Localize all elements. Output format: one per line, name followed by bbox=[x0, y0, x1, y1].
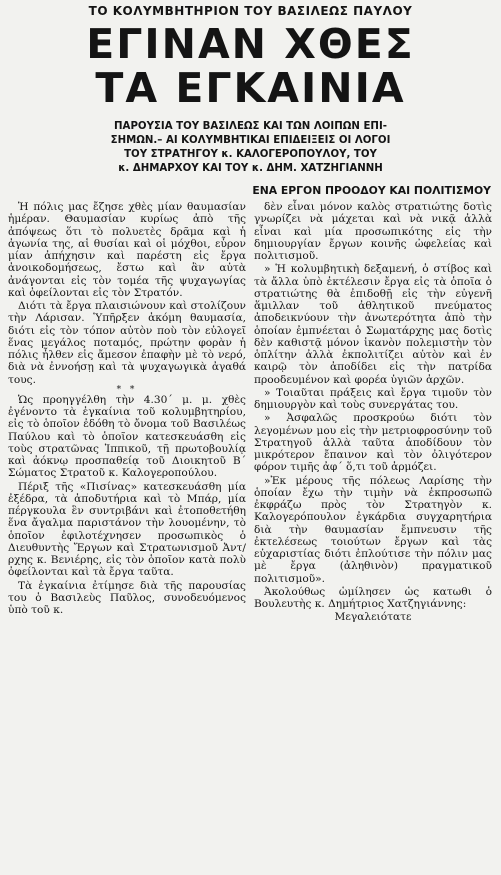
paragraph: Διότι τὰ ἔργα πλαισιώνουν καὶ στολίζουν τὴν Λάρισαν. Ὑπῆρξεν ἀκόμη θαυμασία, διότι εἰς τὸν τόπον αὐτὸν ποὺ τὸν εὐλογεῖ ἕνας μεγάλος ποταμός, πρώτην φορὰν ἡ πόλις ἦλθεν εἰς ἄμεσον ἐπαφὴν μὲ τὸ νερό, διὰ νὰ ἐννοήσῃ καὶ τὰ ψυχαγωγικὰ ἀγαθά τους. bbox=[8, 300, 246, 386]
subhead-line-3: ΤΟΥ ΣΤΡΑΤΗΓΟΥ κ. ΚΑΛΟΓΕΡΟΠΟΥΛΟΥ, ΤΟΥ bbox=[124, 149, 377, 160]
paragraph: Τὰ ἐγκαίνια ἐτίμησε διὰ τῆς παρουσίας του ὁ Βασιλεὺς Παῦλος, συνοδευόμενος ὑπὸ τοῦ κ. bbox=[8, 579, 246, 616]
separator-stars: * * bbox=[116, 384, 138, 395]
paragraph: » Ἀσφαλῶς προσκρούω διότι τὸν λεγομένων μου εἰς τὴν μετριοφροσύνην τοῦ Στρατηγοῦ ἀλλὰ ταῦτα ἀποδίδουν τὸν μικρότερον ἔπαινον καὶ τὸν ὀλιγότερον φόρον τιμῆς ἀφ΄ ὅ,τι τοῦ ἁρμόζει. bbox=[254, 412, 492, 474]
headline-line-2: ΤΑ ΕΓΚΑΙΝΙΑ bbox=[95, 64, 406, 112]
paragraph: » Τοιαῦται πράξεις καὶ ἔργα τιμοῦν τὸν δημιουργὸν καὶ τοὺς συνεργάτας του. bbox=[254, 386, 492, 411]
subhead-line-4: κ. ΔΗΜΑΡΧΟΥ ΚΑΙ ΤΟΥ κ. ΔΗΜ. ΧΑΤΖΗΓΙΑΝΝΗ bbox=[118, 163, 383, 174]
section-banner: ΕΝΑ ΕΡΓΟΝ ΠΡΟΟΔΟΥ ΚΑΙ ΠΟΛΙΤΙΣΜΟΥ bbox=[252, 184, 491, 197]
paragraph: Πέριξ τῆς «Πισίνας» κατεσκευάσθη μία ἐξέδρα, τὰ ἀποδυτήρια καὶ τὸ Μπάρ, μία πέργκουλα ἓν συντριβάνι καὶ ἐτοποθετήθη ἕνα ἄγαλμα παριστάνον τὴν λουομένην, τὸ ὁποῖον ἐφιλοτέχνησεν προσωπικὸς ὁ Διευθυντὴς Ἔργων καὶ Στρατωνισμοῦ Ἀντ/ρχης κ. Βενιέρης, εἰς τὸν ὁποῖον κατὰ πολὺ ὀφείλονται καὶ τὰ ἔργα ταῦτα. bbox=[8, 480, 246, 579]
headline bbox=[8, 22, 493, 110]
subheadline bbox=[14, 120, 487, 176]
speech-opening: Μεγαλειότατε bbox=[334, 611, 412, 624]
paragraph: » Ἡ κολυμβητικὴ δεξαμενή, ὁ στίβος καὶ τὰ ἄλλα ὑπὸ ἐκτέλεσιν ἔργα εἰς τὰ ὁποῖα ὁ στρατιώτης θὰ ἐπιδοθῇ εἰς τὴν εὐγενῆ ἅμιλλαν τοῦ ἀθλητικοῦ πνεύματος ἀποδεικνύουν τὴν ἀνωτερότητα ἀπὸ τὴν ὁποίαν ἐμπνέεται ὁ Σωματάρχης μας δοτὶς δὲν καθιστᾷ μόνον ἱκανὸν πολεμιστὴν τὸν ὁπλίτην ἀλλὰ ἐκπολιτίζει αὐτὸν καὶ ἐν καιρῷ τὸν ἀποδίδει εἰς τὴν πατρίδα προοδευμένον καὶ φορέα ὑγιῶν ἀρχῶν. bbox=[254, 263, 492, 386]
subhead-line-1: ΠΑΡΟΥΣΙΑ ΤΟΥ ΒΑΣΙΛΕΩΣ ΚΑΙ ΤΩΝ ΛΟΙΠΩΝ ΕΠΙ- bbox=[114, 121, 387, 132]
headline-line-1: ΕΓΙΝΑΝ ΧΘΕΣ bbox=[86, 20, 415, 68]
paragraph: Ὡς προηγγέλθη τὴν 4.30΄ μ. μ. χθὲς ἐγένοντο τὰ ἐγκαίνια τοῦ κολυμβητηρίου, εἰς τὸ ὁποῖον ἐδόθη τὸ ὄνομα τοῦ Βασιλέως Παύλου καὶ τὸ ὁποῖον κατεσκευάσθη εἰς τοὺς στρατῶνας Ἱππικοῦ, τῇ πρωτοβουλίᾳ καὶ ἀόκνῳ προσπαθείᾳ τοῦ Διοικητοῦ Β΄ Σώματος Στρατοῦ κ. Καλογεροπούλου. bbox=[8, 393, 246, 480]
paragraph: Ἡ πόλις μας ἔζησε χθὲς μίαν θαυμασίαν ἡμέραν. Θαυμασίαν κυρίως ἀπὸ τῆς ἀπόψεως ὅτι τὸ πολυετὲς δρᾶμα καὶ ἡ ἀγωνία της, αἱ θυσίαι καὶ οἱ μόχθοι, εὗρον μίαν ἀπήχησιν καὶ παρέστη εἰς ἔργα ἀνοικοδομήσεως, ἔστω καὶ ἂν αὐτὰ ἀνάγονται εἰς τὸν τομέα τῆς ψυχαγωγίας καὶ ὀφείλονται εἰς τὸν Στρατόν. bbox=[8, 201, 246, 299]
right-column bbox=[254, 201, 492, 624]
article-body bbox=[8, 201, 493, 624]
paragraph: Ἀκολούθως ὡμίλησεν ὡς κατωθι ὁ Βουλευτὴς κ. Δημήτριος Χατζηγιάννης: bbox=[254, 585, 492, 610]
left-column bbox=[8, 201, 246, 624]
paragraph: δὲν εἶναι μόνον καλὸς στρατιώτης δοτὶς γνωρίζει νὰ μάχεται καὶ νὰ νικᾷ ἀλλὰ εἶναι καὶ μία προσωπικότης εἰς τὴν δημιουργίαν ἔργων κοινῆς ὠφελείας καὶ πολιτισμοῦ. bbox=[254, 201, 492, 262]
kicker: ΤΟ ΚΟΛΥΜΒΗΤΗΡΙΟΝ ΤΟΥ ΒΑΣΙΛΕΩΣ ΠΑΥΛΟΥ bbox=[88, 4, 413, 18]
subhead-line-2: ΣΗΜΩΝ.– ΑΙ ΚΟΛΥΜΒΗΤΙΚΑΙ ΕΠΙΔΕΙΞΕΙΣ ΟΙ ΛΟΓΟΙ bbox=[110, 135, 391, 146]
paragraph: »Ἐκ μέρους τῆς πόλεως Λαρίσης τὴν ὁποίαν ἔχω τὴν τιμὴν νὰ ἐκπροσωπῶ ἐκφράζω πρὸς τὸν Στρατηγὸν κ. Καλογερόπουλον ἐγκάρδια συγχαρητήρια διὰ τὴν θαυμασίαν ἔμπνευσιν τῆς ἐκτελέσεως τοιούτων ἔργων καὶ τὰς εὐχαριστίας διότι ἐπλούτισε τὴν πόλιν μας μὲ ἔργα (ἀληθινὸν) πραγματικοῦ πολιτισμοῦ». bbox=[254, 474, 492, 585]
